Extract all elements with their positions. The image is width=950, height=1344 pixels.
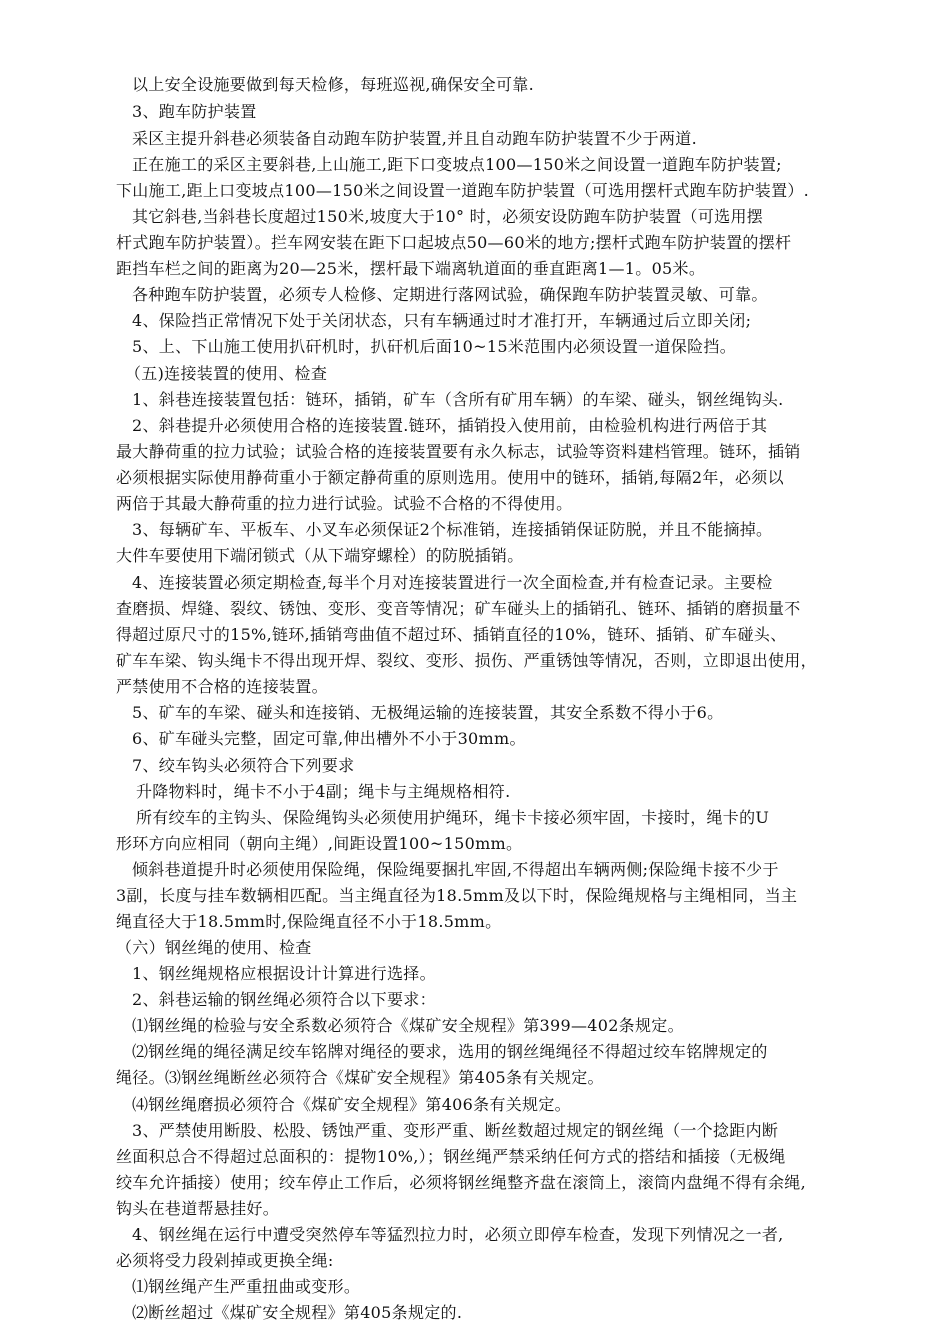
- paragraph-line: 矿车车梁、钩头绳卡不得出现开焊、裂纹、变形、损伤、严重锈蚀等情况，否则，立即退出使用，: [116, 651, 817, 670]
- paragraph-line: 杆式跑车防护装置）。拦车网安装在距下口起坡点50—60米的地方;摆杆式跑车防护装置的摆杆: [116, 233, 792, 252]
- paragraph-line: ⑵钢丝绳的绳径满足绞车铭牌对绳径的要求，选用的钢丝绳绳径不得超过绞车铭牌规定的: [132, 1042, 768, 1061]
- paragraph-line: 2、斜巷运输的钢丝绳必须符合以下要求：: [132, 990, 436, 1009]
- paragraph-line: 4、连接装置必须定期检查,每半个月对连接装置进行一次全面检查,并有检查记录。主要检: [132, 573, 773, 592]
- paragraph-line: 绞车允许插接）使用；绞车停止工作后，必须将钢丝绳整齐盘在滚筒上，滚筒内盘绳不得有余绳,: [116, 1173, 806, 1192]
- section-heading: 3、跑车防护装置: [132, 102, 257, 121]
- paragraph-line: 严禁使用不合格的连接装置。: [116, 677, 328, 696]
- paragraph-line: 查磨损、焊缝、裂纹、锈蚀、变形、变音等情况；矿车碰头上的插销孔、链环、插销的磨损量不: [116, 599, 801, 618]
- paragraph-line: 1、钢丝绳规格应根据设计计算进行选择。: [132, 964, 436, 983]
- paragraph-line: 形环方向应相同（朝向主绳）,间距设置100~150mm。: [116, 834, 523, 853]
- paragraph-line: 两倍于其最大静荷重的拉力进行试验。试验不合格的不得使用。: [116, 494, 573, 513]
- paragraph-line: 得超过原尺寸的15%,链环,插销弯曲值不超过环、插销直径的10%，链环、插销、矿车碰头、: [116, 625, 787, 644]
- paragraph-line: 以上安全设施要做到每天检修，每班巡视,确保安全可靠.: [132, 75, 534, 94]
- paragraph-line: 采区主提升斜巷必须装备自动跑车防护装置,并且自动跑车防护装置不少于两道.: [132, 129, 697, 148]
- paragraph-line: 各种跑车防护装置，必须专人检修、定期进行落网试验，确保跑车防护装置灵敏、可靠。: [132, 285, 768, 304]
- paragraph-line: 距挡车栏之间的距离为20—25米，摆杆最下端离轨道面的垂直距离1—1。05米。: [116, 259, 706, 278]
- paragraph-line: 1、斜巷连接装置包括：链环，插销，矿车（含所有矿用车辆）的车梁、碰头，钢丝绳钩头.: [132, 390, 784, 409]
- paragraph-line: 3、每辆矿车、平板车、小叉车必须保证2个标准销，连接插销保证防脱，并且不能摘掉。: [132, 520, 773, 539]
- paragraph-line: 4、保险挡正常情况下处于关闭状态，只有车辆通过时才准打开，车辆通过后立即关闭;: [132, 311, 752, 330]
- paragraph-line: 绳径。⑶钢丝绳断丝必须符合《煤矿安全规程》第405条有关规定。: [116, 1068, 604, 1087]
- paragraph-line: 7、绞车钩头必须符合下列要求: [132, 756, 355, 775]
- paragraph-line: 5、矿车的车梁、碰头和连接销、无极绳运输的连接装置，其安全系数不得小于6。: [132, 703, 724, 722]
- paragraph-line: 正在施工的采区主要斜巷,上山施工,距下口变坡点100—150米之间设置一道跑车防护装置;: [132, 155, 782, 174]
- paragraph-line: 所有绞车的主钩头、保险绳钩头必须使用护绳环，绳卡卡接必须牢固，卡接时，绳卡的U: [136, 808, 770, 827]
- paragraph-line: 其它斜巷,当斜巷长度超过150米,坡度大于10° 时，必须安设防跑车防护装置（可选用摆: [132, 207, 764, 226]
- paragraph-line: 2、斜巷提升必须使用合格的连接装置.链环，插销投入使用前，由检验机构进行两倍于其: [132, 416, 768, 435]
- paragraph-line: 绳直径大于18.5mm时,保险绳直径不小于18.5mm。: [116, 912, 502, 931]
- paragraph-line: ⑴钢丝绳的检验与安全系数必须符合《煤矿安全规程》第399—402条规定。: [132, 1016, 684, 1035]
- paragraph-line: 倾斜巷道提升时必须使用保险绳，保险绳要捆扎牢固,不得超出车辆两侧;保险绳卡接不少于: [132, 860, 779, 879]
- paragraph-line: ⑴钢丝绳产生严重扭曲或变形。: [132, 1277, 361, 1296]
- paragraph-line: 4、钢丝绳在运行中遭受突然停车等猛烈拉力时，必须立即停车检查，发现下列情况之一者,: [132, 1225, 784, 1244]
- paragraph-line: 丝面积总合不得超过总面积的：提物10%,）；钢丝绳严禁采纳任何方式的搭结和插接（无极绳: [116, 1147, 786, 1166]
- paragraph-line: 6、矿车碰头完整，固定可靠,伸出槽外不小于30mm。: [132, 729, 526, 748]
- paragraph-line: 3、严禁使用断股、松股、锈蚀严重、变形严重、断丝数超过规定的钢丝绳（一个捻距内断: [132, 1121, 779, 1140]
- paragraph-line: 下山施工,距上口变坡点100—150米之间设置一道跑车防护装置（可选用摆杆式跑车防护装置）.: [116, 181, 810, 200]
- paragraph-line: 升降物料时，绳卡不小于4副；绳卡与主绳规格相符.: [136, 782, 511, 801]
- paragraph-line: 3副，长度与挂车数辆相匹配。当主绳直径为18.5mm及以下时，保险绳规格与主绳相同，当主: [116, 886, 798, 905]
- paragraph-line: 必须将受力段剁掉或更换全绳:: [116, 1251, 334, 1270]
- section-heading: （六）钢丝绳的使用、检查: [116, 938, 312, 957]
- paragraph-line: ⑵断丝超过《煤矿安全规程》第405条规定的.: [132, 1303, 463, 1322]
- paragraph-line: 必须根据实际使用静荷重小于额定静荷重的原则选用。使用中的链环，插销,每隔2年，必须以: [116, 468, 784, 487]
- paragraph-line: 最大静荷重的拉力试验；试验合格的连接装置要有永久标志，试验等资料建档管理。链环，插销: [116, 442, 801, 461]
- paragraph-line: 大件车要使用下端闭锁式（从下端穿螺栓）的防脱插销。: [116, 546, 524, 565]
- paragraph-line: 5、上、下山施工使用扒矸机时，扒矸机后面10~15米范围内必须设置一道保险挡。: [132, 337, 737, 356]
- paragraph-line: ⑷钢丝绳磨损必须符合《煤矿安全规程》第406条有关规定。: [132, 1095, 571, 1114]
- paragraph-line: 钩头在巷道帮悬挂好。: [116, 1199, 280, 1218]
- section-heading: （五)连接装置的使用、检查: [125, 364, 328, 383]
